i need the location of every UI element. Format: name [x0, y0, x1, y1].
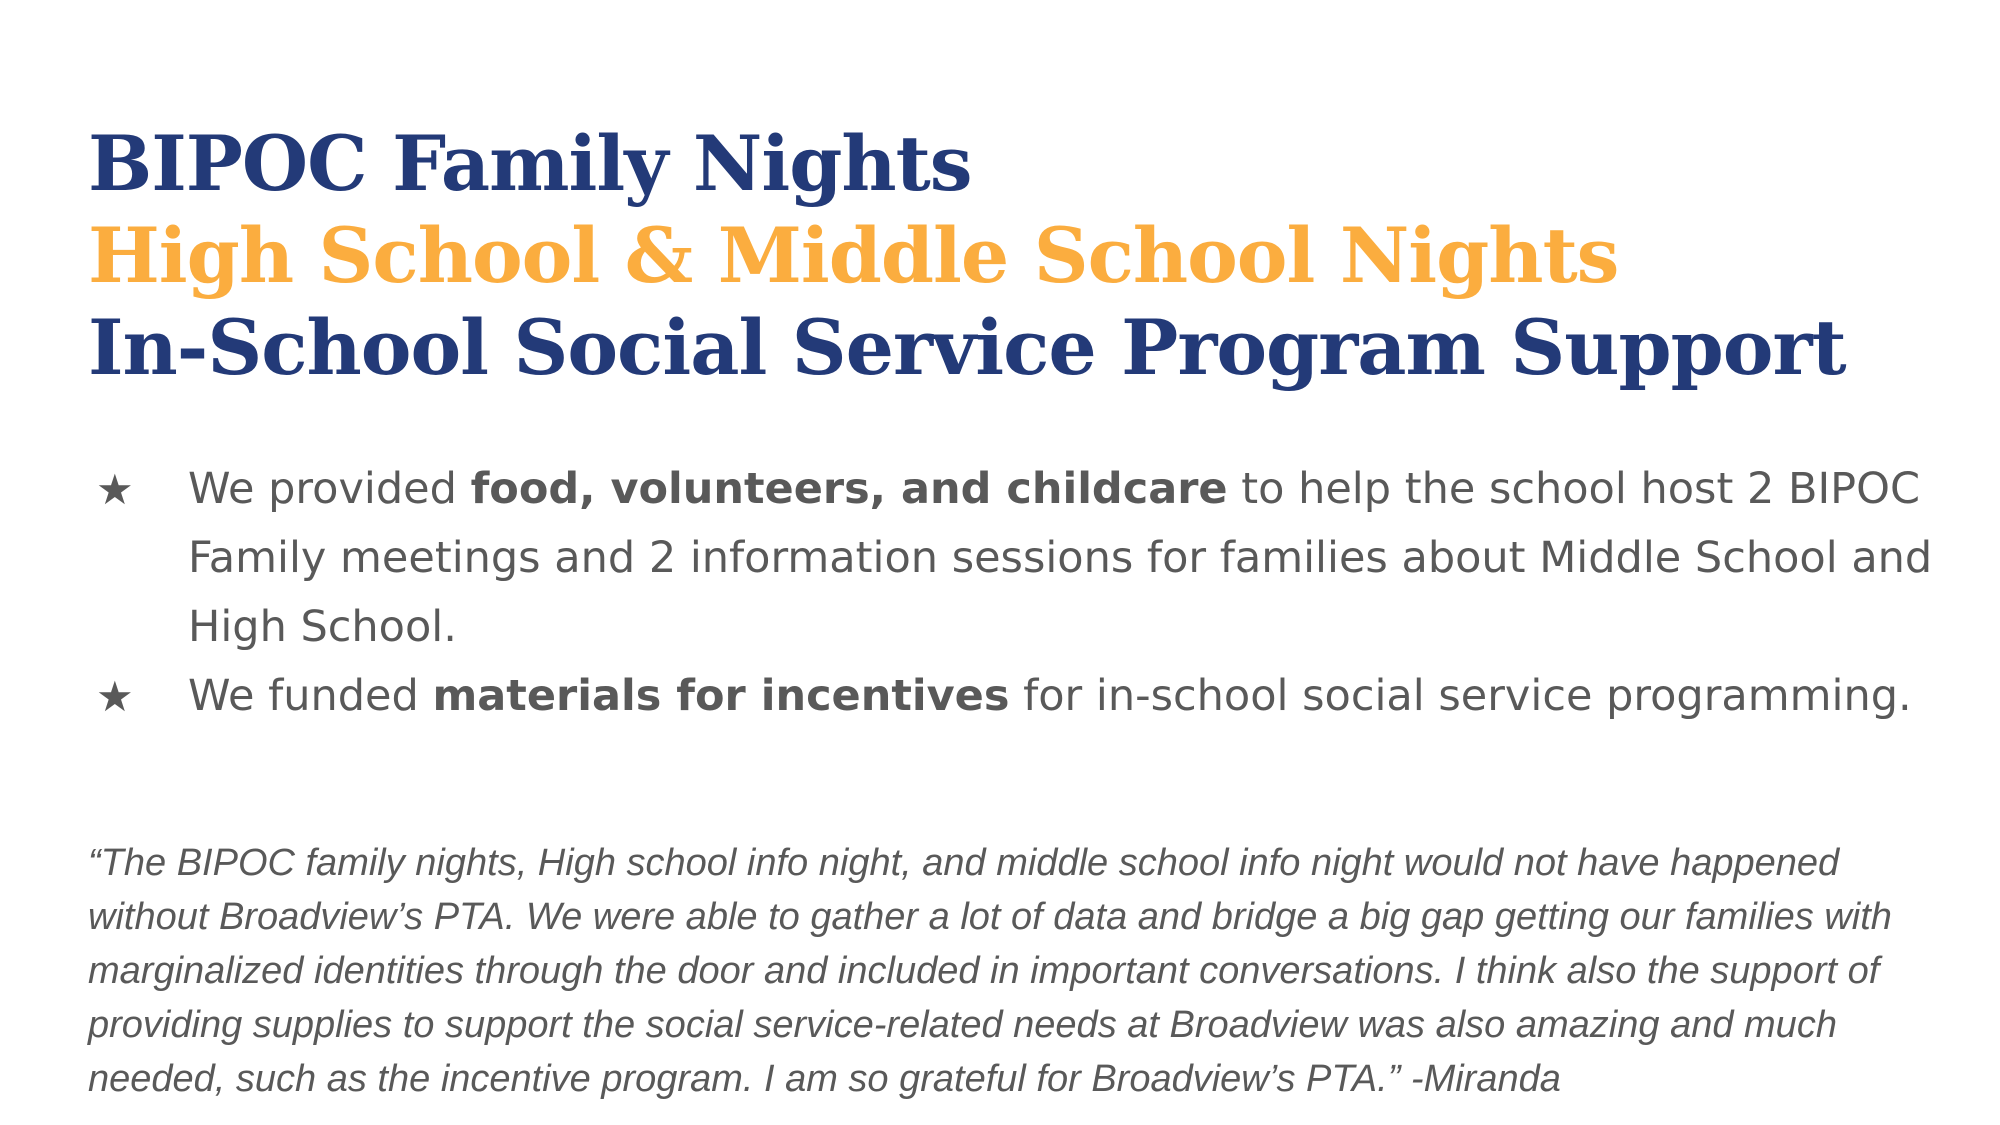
list-item: [96, 662, 1956, 731]
bullet-text-post: to help the school host 2 BIPOC Family meetings and 2 information sessions for families about Middle School and High School.: [188, 464, 1933, 652]
list-item: [96, 455, 1956, 662]
bullet-text-bold: food, volunteers, and childcare: [470, 464, 1228, 514]
star-icon: ★: [96, 672, 134, 721]
bullet-text-post: for in-school social service programming.: [1009, 671, 1912, 721]
title-bipoc-family-nights: BIPOC Family Nights: [88, 119, 972, 208]
bullet-text-pre: We provided: [188, 464, 471, 514]
bullet-text-pre: We funded: [188, 671, 433, 721]
title-school-nights: High School & Middle School Nights: [88, 211, 1619, 300]
star-icon: ★: [96, 465, 134, 514]
title-social-service-support: In-School Social Service Program Support: [88, 303, 1846, 392]
bullet-text-bold: materials for incentives: [432, 671, 1010, 721]
testimonial-quote: “The BIPOC family nights, High school info night, and middle school info night would not have happened without Broadview’s PTA. We were able to gather a lot of data and bridge a big gap getting our families with marginalized identities through the door and included in important conversations. I think also the support of providing supplies to support the social service-related needs at Broadview was also amazing and much needed, such as the incentive program. I am so grateful for Broadview’s PTA.” -Miranda: [88, 842, 1892, 1100]
title-block: [88, 118, 1968, 394]
bullet-list: [96, 455, 1956, 731]
